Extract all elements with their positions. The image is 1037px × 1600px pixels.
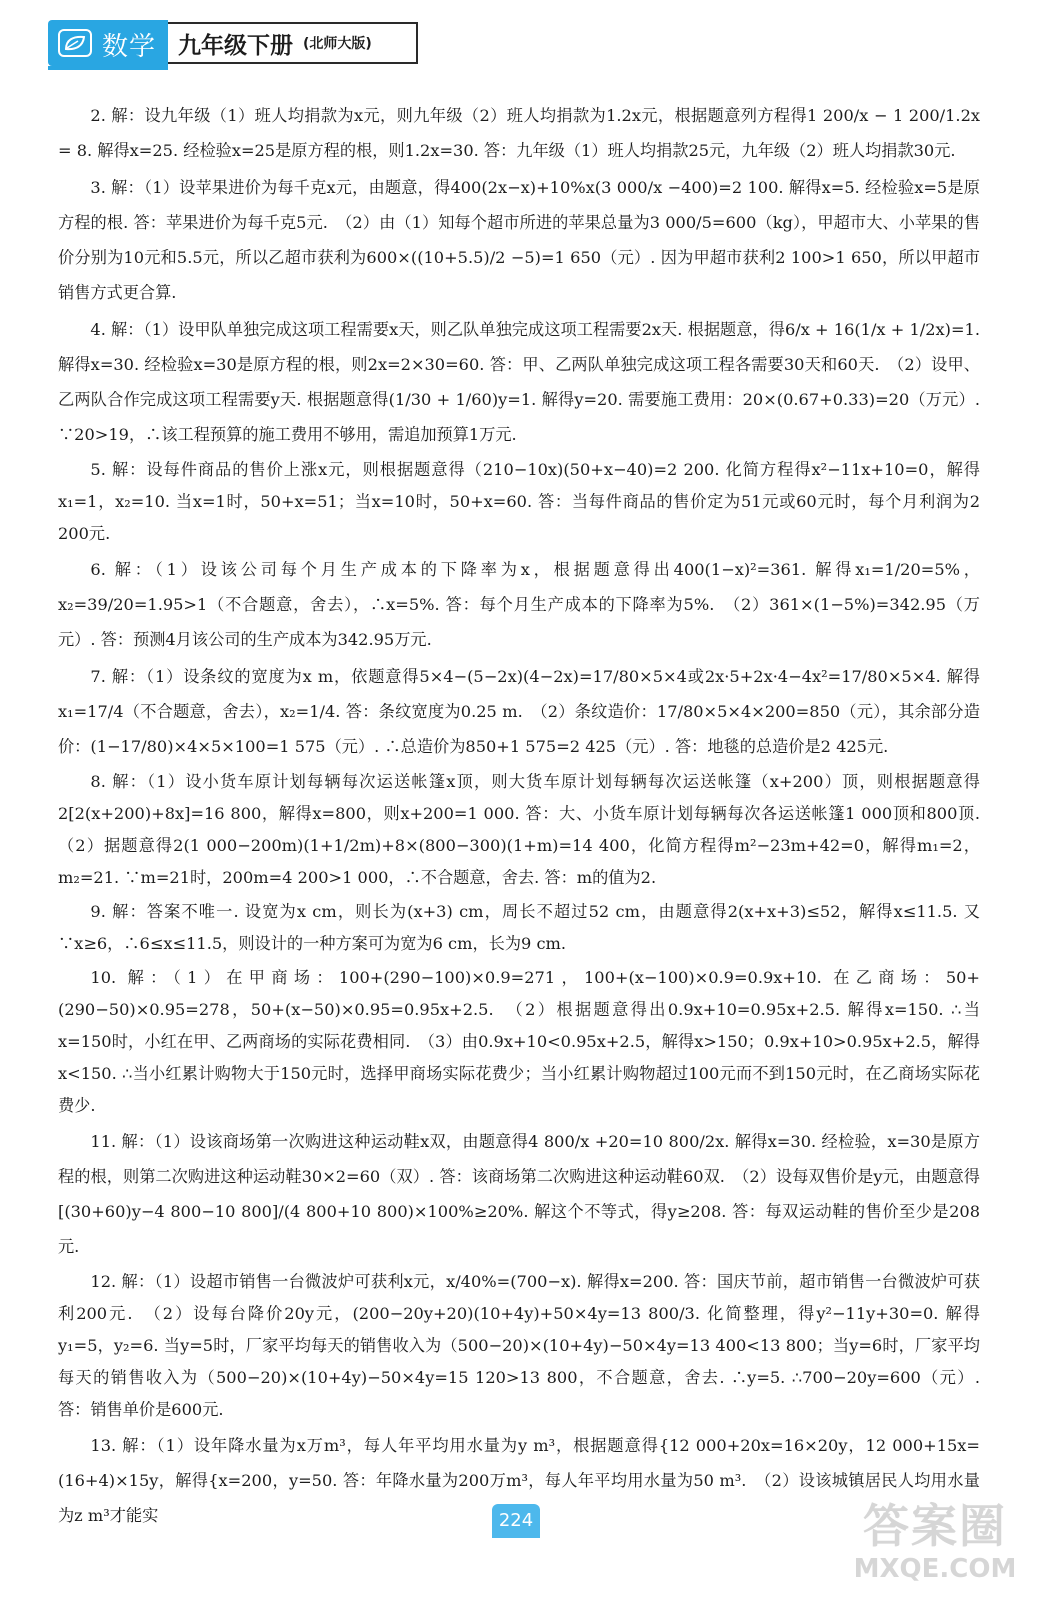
solution-9: 9. 解：答案不唯一. 设宽为x cm，则长为(x+3) cm，周长不超过52 cm，由题意得2(x+x+3)≤52，解得x≤11.5. 又∵x≥6，∴6≤x≤11.5，则设计的一种方案可为宽为6 cm，长为9 cm. [58,902,980,953]
book-leaf-icon [58,29,92,57]
solution-10: 10. 解：（1）在甲商场：100+(290−100)×0.9=271，100+(x−100)×0.9=0.9x+10. 在乙商场：50+(290−50)×0.95=278，50+(x−50)×0.95=0.95x+2.5. （2）根据题意得出0.9x+10=0.95x+2.5. 解得x=150. ∴当x=150时，小红在甲、乙两商场的实际花费相同. （3）由0.9x+10<0.95x+2.5，解得x>150；0.9x+10>0.95x+2.5，解得x<150. ∴当小红累计购物大于150元时，选择甲商场实际花费少；当小红累计购物超过100元而不到150元时，在乙商场实际花费少. [58,968,980,1115]
watermark-logo-text: 答案圈 [863,1499,1007,1553]
edition-label: (北师大版) [303,36,372,52]
solution-7: 7. 解：（1）设条纹的宽度为x m，依题意得5×4−(5−2x)(4−2x)=17/80×5×4或2x·5+2x·4−4x²=17/80×5×4. 解得x₁=17/4（不合题意，舍去），x₂=1/4. 答：条纹宽度为0.25 m. （2）条纹造价：17/80×5×4×200=850（元），其余部分造价：(1−17/80)×4×5×100=1 575（元）. ∴总造价为850+1 575=2 425（元）. 答：地毯的总造价是2 425元. [58,667,980,756]
site-watermark [840,1500,1030,1595]
solution-5: 5. 解：设每件商品的售价上涨x元，则根据题意得（210−10x)(50+x−40)=2 200. 化简方程得x²−11x+10=0，解得x₁=1，x₂=10. 当x=1时，50+x=51；当x=10时，50+x=60. 答：当每件商品的售价定为51元或60元时，每个月利润为2 200元. [58,460,980,543]
subject-label: 数学 [102,32,157,62]
solution-8: 8. 解：（1）设小货车原计划每辆每次运送帐篷x顶，则大货车原计划每辆每次运送帐篷（x+200）顶，则根据题意得2[2(x+200)+8x]=16 800，解得x=800，则x+200=1 000. 答：大、小货车原计划每辆每次各运送帐篷1 000顶和800顶. （2）据题意得2(1 000−200m)(1+1/2m)+8×(800−300)(1+m)=14 400，化简方程得m²−23m+42=0，解得m₁=2，m₂=21. ∵m=21时，200m=4 200>1 000，∴不合题意，舍去. 答：m的值为2. [58,772,997,887]
page-number: 224 [492,1504,540,1538]
header-accent-bar [48,66,168,70]
solution-12: 12. 解：（1）设超市销售一台微波炉可获利x元，x/40%=(700−x). 解得x=200. 答：国庆节前，超市销售一台微波炉可获利200元. （2）设每台降价20y元，(200−20y+20)(10+4y)+50×4y=13 800/3. 化简整理，得y²−11y+30=0. 解得y₁=5，y₂=6. 当y=5时，厂家平均每天的销售收入为（500−20)×(10+4y)−50×4y=13 400<13 800；当y=6时，厂家平均每天的销售收入为（500−20)×(10+4y)−50×4y=15 120>13 800，不合题意，舍去. ∴y=5. ∴700−20y=600（元）. 答：销售单价是600元. [58,1272,980,1419]
solution-6: 6. 解：（1）设该公司每个月生产成本的下降率为x，根据题意得出400(1−x)²=361. 解得x₁=1/20=5%，x₂=39/20=1.95>1（不合题意，舍去），∴x=5%. 答：每个月生产成本的下降率为5%. （2）361×(1−5%)=342.95（万元）. 答：预测4月该公司的生产成本为342.95万元. [58,560,980,649]
solution-4: 4. 解：（1）设甲队单独完成这项工程需要x天，则乙队单独完成这项工程需要2x天. 根据题意，得6/x + 16(1/x + 1/2x)=1. 解得x=30. 经检验x=30是原方程的根，则2x=2×30=60. 答：甲、乙两队单独完成这项工程各需要30天和60天. （2）设甲、乙两队合作完成这项工程需要y天. 根据题意得(1/30 + 1/60)y=1. 解得y=20. 需要施工费用：20×(0.67+0.33)=20（万元）. ∵20>19，∴该工程预算的施工费用不够用，需追加预算1万元. [58,320,980,444]
page-header [48,20,418,66]
watermark-url: MXQE.COM [853,1554,1017,1584]
subject-badge [48,20,168,66]
solution-11: 11. 解：（1）设该商场第一次购进这种运动鞋x双，由题意得4 800/x +20=10 800/2x. 解得x=30. 经检验，x=30是原方程的根，则第二次购进这种运动鞋30×2=60（双）. 答：该商场第二次购进这种运动鞋60双. （2）设每双售价是y元，由题意得[(30+60)y−4 800−10 800]/(4 800+10 800)×100%≥20%. 解这个不等式，得y≥208. 答：每双运动鞋的售价至少是208元. [58,1132,980,1256]
solution-13: 13. 解：（1）设年降水量为x万m³，每人年平均用水量为y m³，根据题意得{12 000+20x=16×20y，12 000+15x=(16+4)×15y，解得{x=200，y=50. 答：年降水量为200万m³，每人年平均用水量为50 m³. （2）设该城镇居民人均用水量为z m³才能实 [58,1436,980,1525]
book-title-box [168,22,418,64]
solution-2: 2. 解：设九年级（1）班人均捐款为x元，则九年级（2）班人均捐款为1.2x元，根据题意列方程得1 200/x − 1 200/1.2x = 8. 解得x=25. 经检验x=25是原方程的根，则1.2x=30. 答：九年级（1）班人均捐款25元，九年级（2）班人均捐款30元. [58,106,980,160]
solutions-body [58,98,997,1535]
grade-title: 九年级下册 [178,32,293,59]
solution-3: 3. 解：（1）设苹果进价为每千克x元，由题意，得400(2x−x)+10%x(3 000/x −400)=2 100. 解得x=5. 经检验x=5是原方程的根. 答：苹果进价为每千克5元. （2）由（1）知每个超市所进的苹果总量为3 000/5=600（kg），甲超市大、小苹果的售价分别为10元和5.5元，所以乙超市获利为600×((10+5.5)/2 −5)=1 650（元）. 因为甲超市获利2 100>1 650，所以甲超市销售方式更合算. [58,178,980,302]
